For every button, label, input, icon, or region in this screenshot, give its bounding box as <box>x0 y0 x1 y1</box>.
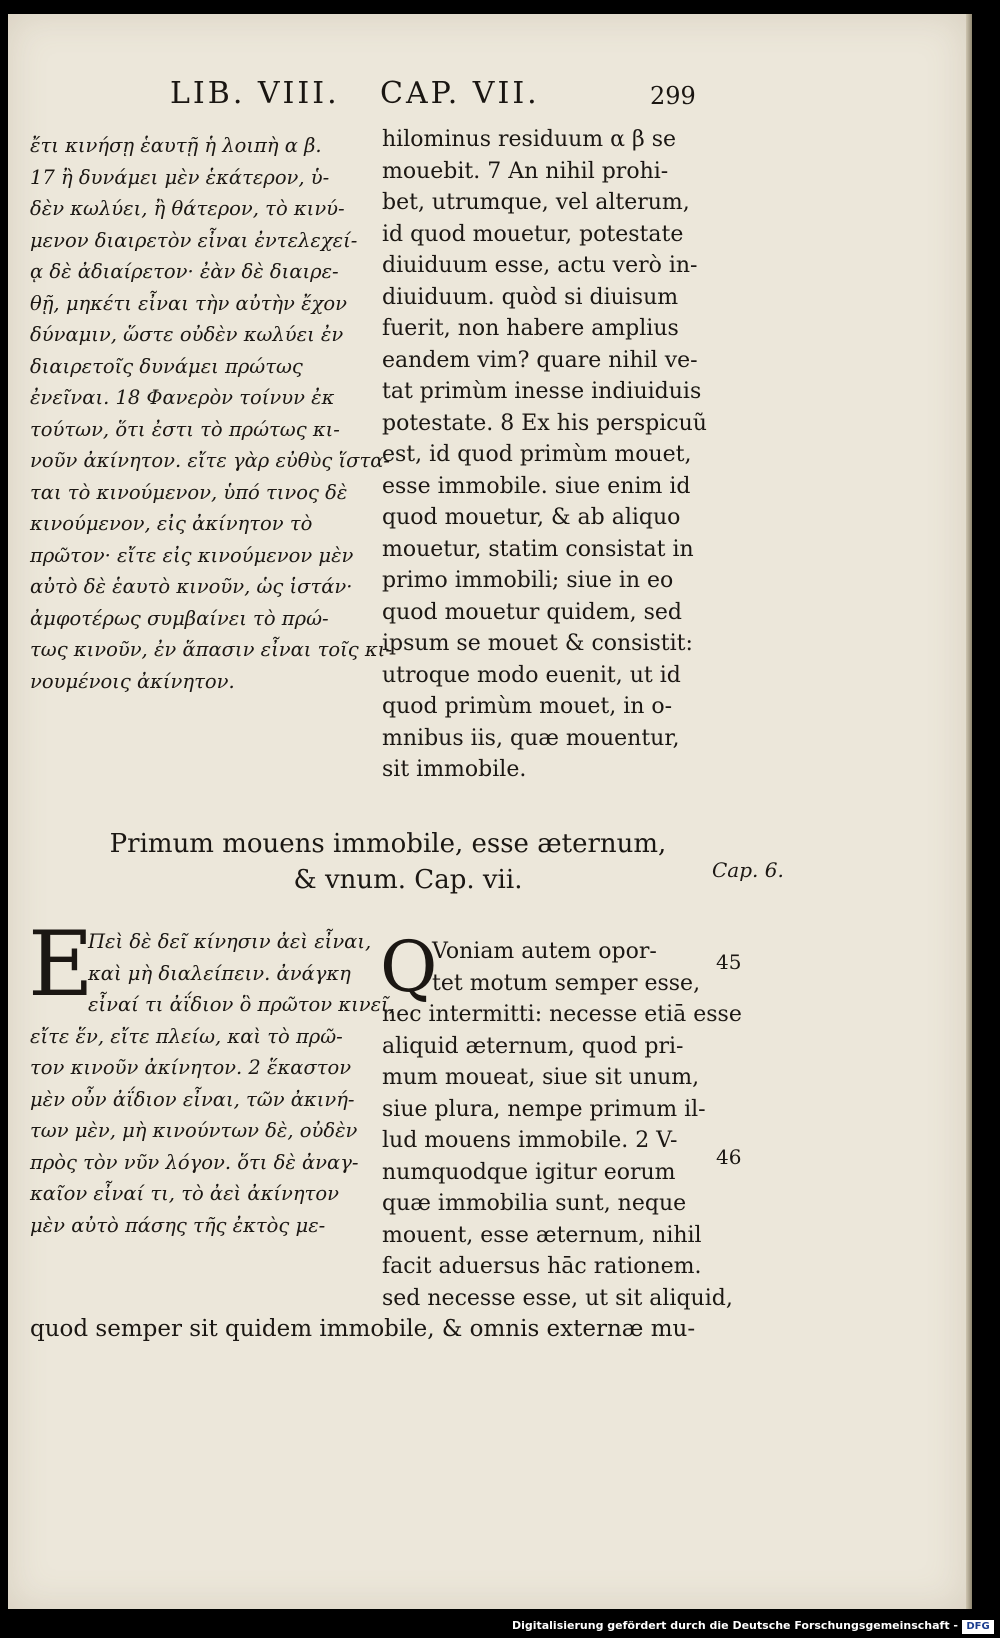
chapter-heading-line1: Primum mouens immobile, esse æternum, <box>109 829 667 859</box>
greek-dropcap: E <box>28 912 94 1017</box>
text-line: quod mouetur, & ab aliquo <box>382 505 681 530</box>
text-line: εἶναί τι ἀΐδιον ὃ πρῶτον κινεῖ, <box>88 993 395 1016</box>
catch-line: quod semper sit quidem immobile, & omnis externæ mu- <box>30 1316 696 1342</box>
text-line: νουμένοις ἀκίνητον. <box>30 669 235 693</box>
text-line: κινούμενον, εἰς ἀκίνητον τὸ <box>30 512 313 535</box>
text-line: primo immobili; siue in eo <box>382 568 674 593</box>
text-line: των μὲν, μὴ κινούντων δὲ, οὐδὲν <box>30 1119 358 1142</box>
chapter-margin-note: Cap. 6. <box>712 858 784 882</box>
text-line: facit aduersus hāc rationem. <box>382 1254 702 1279</box>
text-line: mouebit. 7 An nihil prohi- <box>382 158 669 184</box>
page-edge <box>966 14 972 1609</box>
text-line: diuiduum esse, actu verò in- <box>382 253 698 278</box>
page-number: 299 <box>650 82 696 110</box>
text-line: ᾳ δὲ ἀδιαίρετον· ἐὰν δὲ διαιρε- <box>30 260 339 283</box>
text-line: quod primùm mouet, in o- <box>382 694 673 719</box>
text-line: πρῶτον· εἴτε εἰς κινούμενον μὲν <box>30 543 354 567</box>
text-line: διαιρετοῖς δυνάμει πρώτως <box>30 354 303 378</box>
text-line: τως κινοῦν, ἐν ἅπασιν εἶναι τοῖς κι- <box>30 638 392 661</box>
chapter-heading-line2: & vnum. Cap. vii. <box>293 865 523 895</box>
text-line: εἴτε ἕν, εἴτε πλείω, καὶ τὸ πρῶ- <box>30 1024 343 1048</box>
text-line: hilominus residuum α β se <box>382 127 677 152</box>
text-line: ἀμφοτέρως συμβαίνει τὸ πρώ- <box>30 606 329 630</box>
text-line: sed necesse esse, ut sit aliquid, <box>382 1285 733 1311</box>
text-line: quæ immobilia sunt, neque <box>382 1191 687 1216</box>
greek-column-top <box>30 130 392 697</box>
text-line: utroque modo euenit, ut id <box>382 662 681 688</box>
text-line: tet motum semper esse, <box>432 970 701 996</box>
running-head-chapter: CAP. VII. <box>380 76 540 111</box>
text-line: δὲν κωλύει, ἢ θάτερον, τὸ κινύ- <box>30 197 345 220</box>
greek-column-bottom <box>30 926 395 1241</box>
text-line: θῇ, μηκέτι εἶναι τὴν αὐτὴν ἔχον <box>30 291 347 315</box>
text-line: ipsum se mouet & consistit: <box>382 631 693 656</box>
text-line: est, id quod primùm mouet, <box>382 442 692 467</box>
text-line: νοῦν ἀκίνητον. εἴτε γὰρ εὐθὺς ἵστα- <box>30 449 390 472</box>
text-line: mnibus iis, quæ mouentur, <box>382 725 680 751</box>
text-line: eandem vim? quare nihil ve- <box>382 347 698 373</box>
text-line: esse immobile. siue enim id <box>382 473 691 499</box>
text-line: aliquid æternum, quod pri- <box>382 1033 684 1059</box>
latin-dropcap: Q <box>380 926 438 1008</box>
text-line: bet, utrumque, vel alterum, <box>382 190 690 215</box>
text-line: καῖον εἶναί τι, τὸ ἀεὶ ἀκίνητον <box>30 1182 339 1205</box>
latin-column-top <box>382 124 712 786</box>
text-line: μενον διαιρετὸν εἶναι ἐντελεχεί- <box>30 228 358 252</box>
text-line: fuerit, non habere amplius <box>382 316 679 341</box>
text-line: lud mouens immobile. 2 V- <box>382 1128 678 1153</box>
text-line: καὶ μὴ διαλείπειν. ἀνάγκη <box>88 961 351 985</box>
text-line: sit immobile. <box>382 757 527 782</box>
text-line: numquodque igitur eorum <box>382 1159 676 1185</box>
text-line: τον κινοῦν ἀκίνητον. 2 ἕκαστον <box>30 1056 352 1079</box>
text-line: siue plura, nempe primum il- <box>382 1096 706 1122</box>
margin-number: 45 <box>716 950 742 974</box>
text-line: πρὸς τὸν νῦν λόγον. ὅτι δὲ ἀναγ- <box>30 1150 359 1174</box>
text-line: μὲν οὖν ἀΐδιον εἶναι, τῶν ἀκινή- <box>30 1087 355 1111</box>
dfg-logo: DFG <box>962 1620 994 1634</box>
text-line: ται τὸ κινούμενον, ὑπό τινος δὲ <box>30 480 348 504</box>
chapter-heading <box>78 826 698 898</box>
text-line: id quod mouetur, potestate <box>382 221 684 247</box>
text-line: αὐτὸ δὲ ἑαυτὸ κινοῦν, ὡς ἱστάν· <box>30 575 353 598</box>
text-line: mouetur, statim consistat in <box>382 536 694 562</box>
text-line: Voniam autem opor- <box>432 939 657 964</box>
running-head-book: LIB. VIII. <box>170 76 340 111</box>
text-line: diuiduum. quòd si diuisum <box>382 284 679 310</box>
text-line: τούτων, ὅτι ἐστι τὸ πρώτως κι- <box>30 417 340 441</box>
text-line: tat primùm inesse indiuiduis <box>382 379 702 404</box>
text-line: mouent, esse æternum, nihil <box>382 1222 702 1248</box>
text-line: ἐνεῖναι. 18 Φανερὸν τοίνυν ἐκ <box>30 386 335 409</box>
text-line: δύναμιν, ὥστε οὐδὲν κωλύει ἐν <box>30 323 344 346</box>
text-line: potestate. 8 Ex his perspicuũ <box>382 410 707 436</box>
text-line: mum moueat, siue sit unum, <box>382 1065 700 1090</box>
text-line: Πεὶ δὲ δεῖ κίνησιν ἀεὶ εἶναι, <box>88 930 372 953</box>
text-line: ἔτι κινήσῃ ἑαυτῇ ἡ λοιπὴ α β. <box>30 134 322 157</box>
text-line: quod mouetur quidem, sed <box>382 599 683 625</box>
margin-number: 46 <box>716 1145 742 1169</box>
text-line: nec intermitti: necesse etiā esse <box>382 1002 742 1027</box>
text-line: μὲν αὐτὸ πάσης τῆς ἐκτὸς με- <box>30 1213 326 1237</box>
text-line: 17 ἢ δυνάμει μὲν ἑκάτερον, ὑ- <box>30 165 330 189</box>
footer-credit: Digitalisierung gefördert durch die Deutsche Forschungsgemeinschaft - <box>511 1619 958 1632</box>
